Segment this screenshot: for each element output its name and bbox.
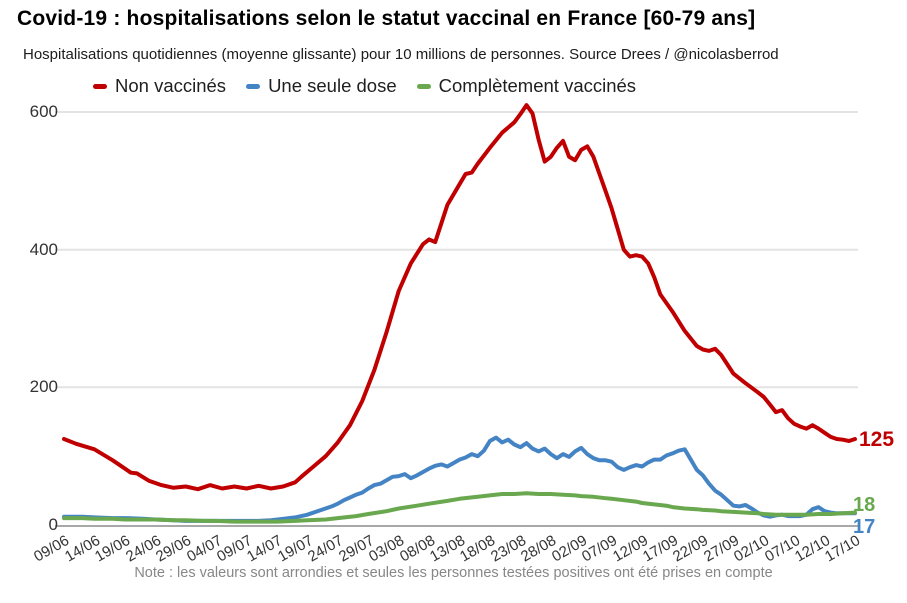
x-axis-label: 02/10 [731, 532, 773, 566]
x-axis-label: 29/07 [335, 532, 377, 566]
x-axis-label: 18/08 [457, 532, 499, 566]
x-axis-label: 07/10 [761, 532, 803, 566]
x-axis-label: 24/07 [305, 532, 347, 566]
x-axis-label: 22/09 [670, 532, 712, 566]
x-axis-label: 13/08 [426, 532, 468, 566]
x-axis-label: 23/08 [487, 532, 529, 566]
x-axis-label: 14/07 [244, 532, 286, 566]
y-axis-label: 0 [48, 515, 58, 534]
x-axis-label: 12/10 [792, 532, 834, 566]
x-axis-label: 09/06 [31, 532, 73, 566]
end-label-completement-vaccines: 18 [853, 494, 876, 516]
x-axis-label: 19/07 [274, 532, 316, 566]
x-axis-label: 19/06 [92, 532, 134, 566]
series-line-une-seule-dose [64, 438, 855, 521]
x-axis-label: 17/09 [639, 532, 681, 566]
legend-label: Complètement vaccinés [438, 75, 637, 96]
x-axis-label: 17/10 [822, 532, 864, 566]
legend-label: Non vaccinés [115, 75, 227, 96]
x-axis-label: 07/09 [579, 532, 621, 566]
chart-note: Note : les valeurs sont arrondies et seules les personnes testées positives ont été prises en compte [134, 565, 773, 581]
legend-label: Une seule dose [268, 75, 397, 96]
x-axis-label: 04/07 [183, 532, 225, 566]
x-axis-label: 27/09 [700, 532, 742, 566]
end-label-une-seule-dose: 17 [853, 516, 876, 538]
x-axis-label: 14/06 [61, 532, 103, 566]
end-label-non-vaccines: 125 [859, 428, 895, 451]
x-axis-label: 24/06 [122, 532, 164, 566]
x-axis-label: 09/07 [213, 532, 255, 566]
page-title: Covid-19 : hospitalisations selon le statut vaccinal en France [60-79 ans] [17, 7, 756, 30]
x-axis-label: 29/06 [153, 532, 195, 566]
x-axis-label: 08/08 [396, 532, 438, 566]
x-axis-label: 03/08 [366, 532, 408, 566]
chart-subtitle: Hospitalisations quotidiennes (moyenne glissante) pour 10 millions de personnes. Source Drees / @nicolasberrod [23, 46, 779, 63]
x-axis-label: 28/08 [518, 532, 560, 566]
x-axis-label: 02/09 [548, 532, 590, 566]
y-axis-label: 200 [29, 377, 58, 396]
y-axis-label: 600 [29, 102, 58, 121]
series-line-non-vaccines [64, 105, 855, 489]
y-axis-label: 400 [29, 240, 58, 259]
x-axis-label: 12/09 [609, 532, 651, 566]
